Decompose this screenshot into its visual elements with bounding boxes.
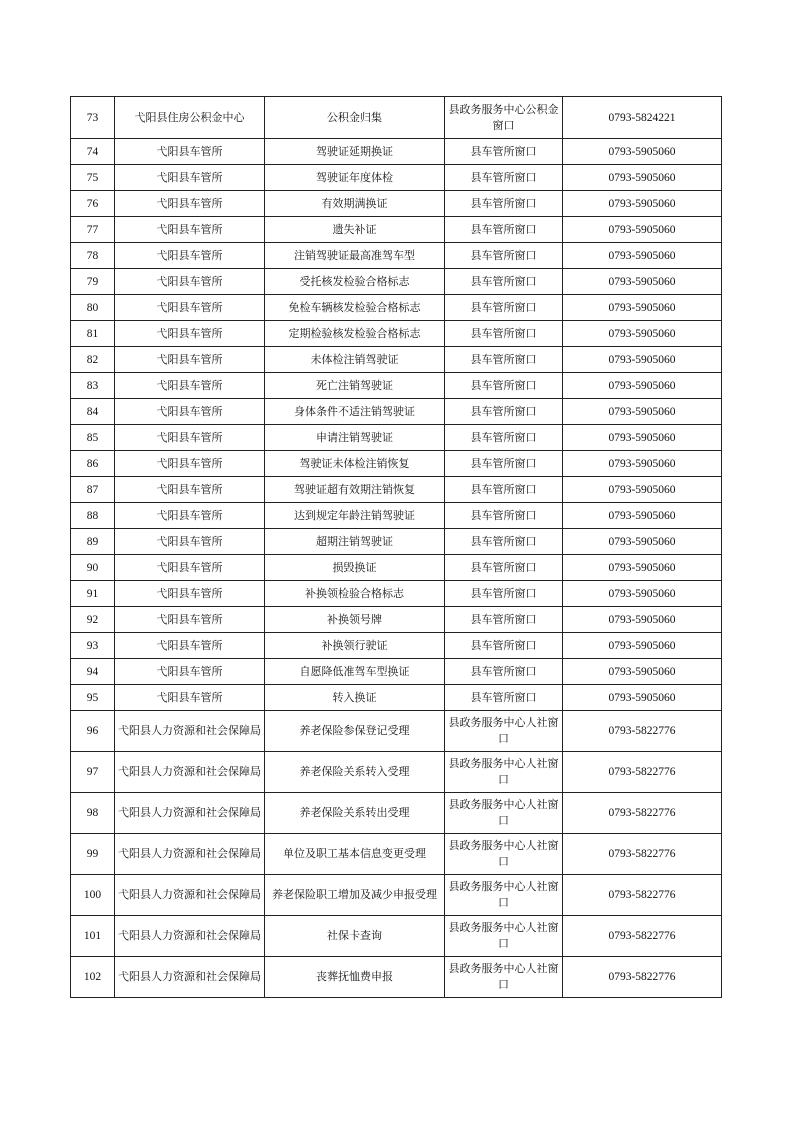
service-window-cell: 县政务服务中心人社窗口 (445, 711, 563, 752)
department-cell: 弋阳县车管所 (115, 685, 265, 711)
table-row (71, 633, 722, 659)
table-body (71, 97, 722, 998)
row-number-cell: 88 (71, 503, 115, 529)
department-cell: 弋阳县人力资源和社会保障局 (115, 711, 265, 752)
department-cell: 弋阳县车管所 (115, 555, 265, 581)
department-cell: 弋阳县车管所 (115, 607, 265, 633)
row-number-cell: 89 (71, 529, 115, 555)
row-number-cell: 73 (71, 97, 115, 139)
department-cell: 弋阳县车管所 (115, 399, 265, 425)
table-row (71, 477, 722, 503)
service-window-cell: 县车管所窗口 (445, 503, 563, 529)
phone-number-cell: 0793-5905060 (563, 295, 722, 321)
service-item-cell: 未体检注销驾驶证 (265, 347, 445, 373)
service-window-cell: 县政务服务中心人社窗口 (445, 916, 563, 957)
row-number-cell: 95 (71, 685, 115, 711)
row-number-cell: 100 (71, 875, 115, 916)
service-item-cell: 养老保险参保登记受理 (265, 711, 445, 752)
phone-number-cell: 0793-5822776 (563, 916, 722, 957)
table-row (71, 191, 722, 217)
department-cell: 弋阳县人力资源和社会保障局 (115, 834, 265, 875)
department-cell: 弋阳县车管所 (115, 217, 265, 243)
row-number-cell: 102 (71, 957, 115, 998)
service-item-cell: 超期注销驾驶证 (265, 529, 445, 555)
phone-number-cell: 0793-5905060 (563, 191, 722, 217)
service-window-cell: 县政务服务中心人社窗口 (445, 834, 563, 875)
service-window-cell: 县政务服务中心人社窗口 (445, 752, 563, 793)
service-window-cell: 县车管所窗口 (445, 269, 563, 295)
phone-number-cell: 0793-5905060 (563, 607, 722, 633)
table-row (71, 243, 722, 269)
row-number-cell: 84 (71, 399, 115, 425)
table-row (71, 581, 722, 607)
row-number-cell: 101 (71, 916, 115, 957)
department-cell: 弋阳县车管所 (115, 295, 265, 321)
service-item-cell: 养老保险关系转入受理 (265, 752, 445, 793)
row-number-cell: 79 (71, 269, 115, 295)
phone-number-cell: 0793-5905060 (563, 139, 722, 165)
phone-number-cell: 0793-5822776 (563, 875, 722, 916)
phone-number-cell: 0793-5905060 (563, 243, 722, 269)
row-number-cell: 83 (71, 373, 115, 399)
phone-number-cell: 0793-5822776 (563, 957, 722, 998)
service-window-cell: 县车管所窗口 (445, 399, 563, 425)
service-window-cell: 县车管所窗口 (445, 139, 563, 165)
phone-number-cell: 0793-5905060 (563, 425, 722, 451)
phone-number-cell: 0793-5905060 (563, 555, 722, 581)
department-cell: 弋阳县车管所 (115, 321, 265, 347)
phone-number-cell: 0793-5905060 (563, 659, 722, 685)
table-row (71, 711, 722, 752)
service-item-cell: 补换领号牌 (265, 607, 445, 633)
phone-number-cell: 0793-5905060 (563, 477, 722, 503)
department-cell: 弋阳县车管所 (115, 243, 265, 269)
department-cell: 弋阳县车管所 (115, 633, 265, 659)
service-window-cell: 县政务服务中心人社窗口 (445, 875, 563, 916)
row-number-cell: 98 (71, 793, 115, 834)
row-number-cell: 87 (71, 477, 115, 503)
service-item-cell: 驾驶证年度体检 (265, 165, 445, 191)
service-window-cell: 县车管所窗口 (445, 243, 563, 269)
row-number-cell: 90 (71, 555, 115, 581)
service-item-cell: 社保卡查询 (265, 916, 445, 957)
department-cell: 弋阳县人力资源和社会保障局 (115, 752, 265, 793)
service-window-cell: 县车管所窗口 (445, 659, 563, 685)
phone-number-cell: 0793-5905060 (563, 399, 722, 425)
table-row (71, 425, 722, 451)
row-number-cell: 80 (71, 295, 115, 321)
service-window-cell: 县车管所窗口 (445, 555, 563, 581)
service-window-cell: 县车管所窗口 (445, 633, 563, 659)
service-window-cell: 县政务服务中心人社窗口 (445, 957, 563, 998)
service-directory-table (70, 96, 722, 998)
service-item-cell: 遗失补证 (265, 217, 445, 243)
phone-number-cell: 0793-5905060 (563, 347, 722, 373)
service-item-cell: 单位及职工基本信息变更受理 (265, 834, 445, 875)
service-window-cell: 县车管所窗口 (445, 321, 563, 347)
service-item-cell: 公积金归集 (265, 97, 445, 139)
table-row (71, 97, 722, 139)
row-number-cell: 74 (71, 139, 115, 165)
phone-number-cell: 0793-5905060 (563, 217, 722, 243)
service-window-cell: 县车管所窗口 (445, 451, 563, 477)
table-row (71, 165, 722, 191)
service-item-cell: 有效期满换证 (265, 191, 445, 217)
table-row (71, 347, 722, 373)
service-window-cell: 县政务服务中心人社窗口 (445, 793, 563, 834)
department-cell: 弋阳县车管所 (115, 477, 265, 503)
department-cell: 弋阳县车管所 (115, 347, 265, 373)
service-item-cell: 驾驶证延期换证 (265, 139, 445, 165)
department-cell: 弋阳县车管所 (115, 529, 265, 555)
service-window-cell: 县车管所窗口 (445, 607, 563, 633)
table-row (71, 269, 722, 295)
service-item-cell: 死亡注销驾驶证 (265, 373, 445, 399)
department-cell: 弋阳县人力资源和社会保障局 (115, 793, 265, 834)
department-cell: 弋阳县车管所 (115, 451, 265, 477)
phone-number-cell: 0793-5822776 (563, 834, 722, 875)
phone-number-cell: 0793-5905060 (563, 373, 722, 399)
table-row (71, 295, 722, 321)
service-item-cell: 免检车辆核发检验合格标志 (265, 295, 445, 321)
table-row (71, 217, 722, 243)
department-cell: 弋阳县车管所 (115, 165, 265, 191)
department-cell: 弋阳县人力资源和社会保障局 (115, 875, 265, 916)
row-number-cell: 94 (71, 659, 115, 685)
service-window-cell: 县车管所窗口 (445, 347, 563, 373)
phone-number-cell: 0793-5905060 (563, 503, 722, 529)
phone-number-cell: 0793-5905060 (563, 321, 722, 347)
row-number-cell: 92 (71, 607, 115, 633)
table-row (71, 685, 722, 711)
service-item-cell: 注销驾驶证最高准驾车型 (265, 243, 445, 269)
service-item-cell: 驾驶证未体检注销恢复 (265, 451, 445, 477)
table-row (71, 139, 722, 165)
service-window-cell: 县车管所窗口 (445, 191, 563, 217)
phone-number-cell: 0793-5824221 (563, 97, 722, 139)
table-row (71, 607, 722, 633)
phone-number-cell: 0793-5905060 (563, 581, 722, 607)
table-row (71, 503, 722, 529)
phone-number-cell: 0793-5905060 (563, 685, 722, 711)
service-item-cell: 身体条件不适注销驾驶证 (265, 399, 445, 425)
department-cell: 弋阳县车管所 (115, 425, 265, 451)
service-window-cell: 县车管所窗口 (445, 295, 563, 321)
row-number-cell: 86 (71, 451, 115, 477)
service-window-cell: 县车管所窗口 (445, 581, 563, 607)
department-cell: 弋阳县人力资源和社会保障局 (115, 957, 265, 998)
table-row (71, 659, 722, 685)
service-item-cell: 达到规定年龄注销驾驶证 (265, 503, 445, 529)
service-item-cell: 丧葬抚恤费申报 (265, 957, 445, 998)
row-number-cell: 93 (71, 633, 115, 659)
service-item-cell: 养老保险职工增加及减少申报受理 (265, 875, 445, 916)
service-window-cell: 县车管所窗口 (445, 425, 563, 451)
department-cell: 弋阳县人力资源和社会保障局 (115, 916, 265, 957)
row-number-cell: 82 (71, 347, 115, 373)
service-item-cell: 驾驶证超有效期注销恢复 (265, 477, 445, 503)
row-number-cell: 97 (71, 752, 115, 793)
table-row (71, 529, 722, 555)
phone-number-cell: 0793-5822776 (563, 711, 722, 752)
service-window-cell: 县车管所窗口 (445, 685, 563, 711)
phone-number-cell: 0793-5905060 (563, 529, 722, 555)
phone-number-cell: 0793-5905060 (563, 633, 722, 659)
service-window-cell: 县车管所窗口 (445, 217, 563, 243)
phone-number-cell: 0793-5905060 (563, 269, 722, 295)
department-cell: 弋阳县车管所 (115, 191, 265, 217)
table-row (71, 321, 722, 347)
department-cell: 弋阳县车管所 (115, 503, 265, 529)
table-row (71, 451, 722, 477)
service-window-cell: 县政务服务中心公积金窗口 (445, 97, 563, 139)
row-number-cell: 76 (71, 191, 115, 217)
service-item-cell: 损毁换证 (265, 555, 445, 581)
row-number-cell: 85 (71, 425, 115, 451)
phone-number-cell: 0793-5905060 (563, 165, 722, 191)
row-number-cell: 75 (71, 165, 115, 191)
service-window-cell: 县车管所窗口 (445, 477, 563, 503)
table-row (71, 555, 722, 581)
department-cell: 弋阳县住房公积金中心 (115, 97, 265, 139)
department-cell: 弋阳县车管所 (115, 139, 265, 165)
department-cell: 弋阳县车管所 (115, 269, 265, 295)
row-number-cell: 77 (71, 217, 115, 243)
table-row (71, 752, 722, 793)
table-row (71, 875, 722, 916)
service-item-cell: 受托核发检验合格标志 (265, 269, 445, 295)
service-item-cell: 申请注销驾驶证 (265, 425, 445, 451)
service-window-cell: 县车管所窗口 (445, 373, 563, 399)
service-window-cell: 县车管所窗口 (445, 165, 563, 191)
row-number-cell: 96 (71, 711, 115, 752)
service-item-cell: 定期检验核发检验合格标志 (265, 321, 445, 347)
service-item-cell: 转入换证 (265, 685, 445, 711)
service-item-cell: 补换领行驶证 (265, 633, 445, 659)
phone-number-cell: 0793-5822776 (563, 793, 722, 834)
row-number-cell: 78 (71, 243, 115, 269)
phone-number-cell: 0793-5905060 (563, 451, 722, 477)
department-cell: 弋阳县车管所 (115, 659, 265, 685)
table-row (71, 373, 722, 399)
row-number-cell: 81 (71, 321, 115, 347)
table-row (71, 399, 722, 425)
service-item-cell: 养老保险关系转出受理 (265, 793, 445, 834)
row-number-cell: 99 (71, 834, 115, 875)
department-cell: 弋阳县车管所 (115, 373, 265, 399)
table-row (71, 834, 722, 875)
table-row (71, 793, 722, 834)
table-row (71, 957, 722, 998)
service-item-cell: 补换领检验合格标志 (265, 581, 445, 607)
phone-number-cell: 0793-5822776 (563, 752, 722, 793)
service-item-cell: 自愿降低准驾车型换证 (265, 659, 445, 685)
department-cell: 弋阳县车管所 (115, 581, 265, 607)
table-row (71, 916, 722, 957)
row-number-cell: 91 (71, 581, 115, 607)
service-window-cell: 县车管所窗口 (445, 529, 563, 555)
